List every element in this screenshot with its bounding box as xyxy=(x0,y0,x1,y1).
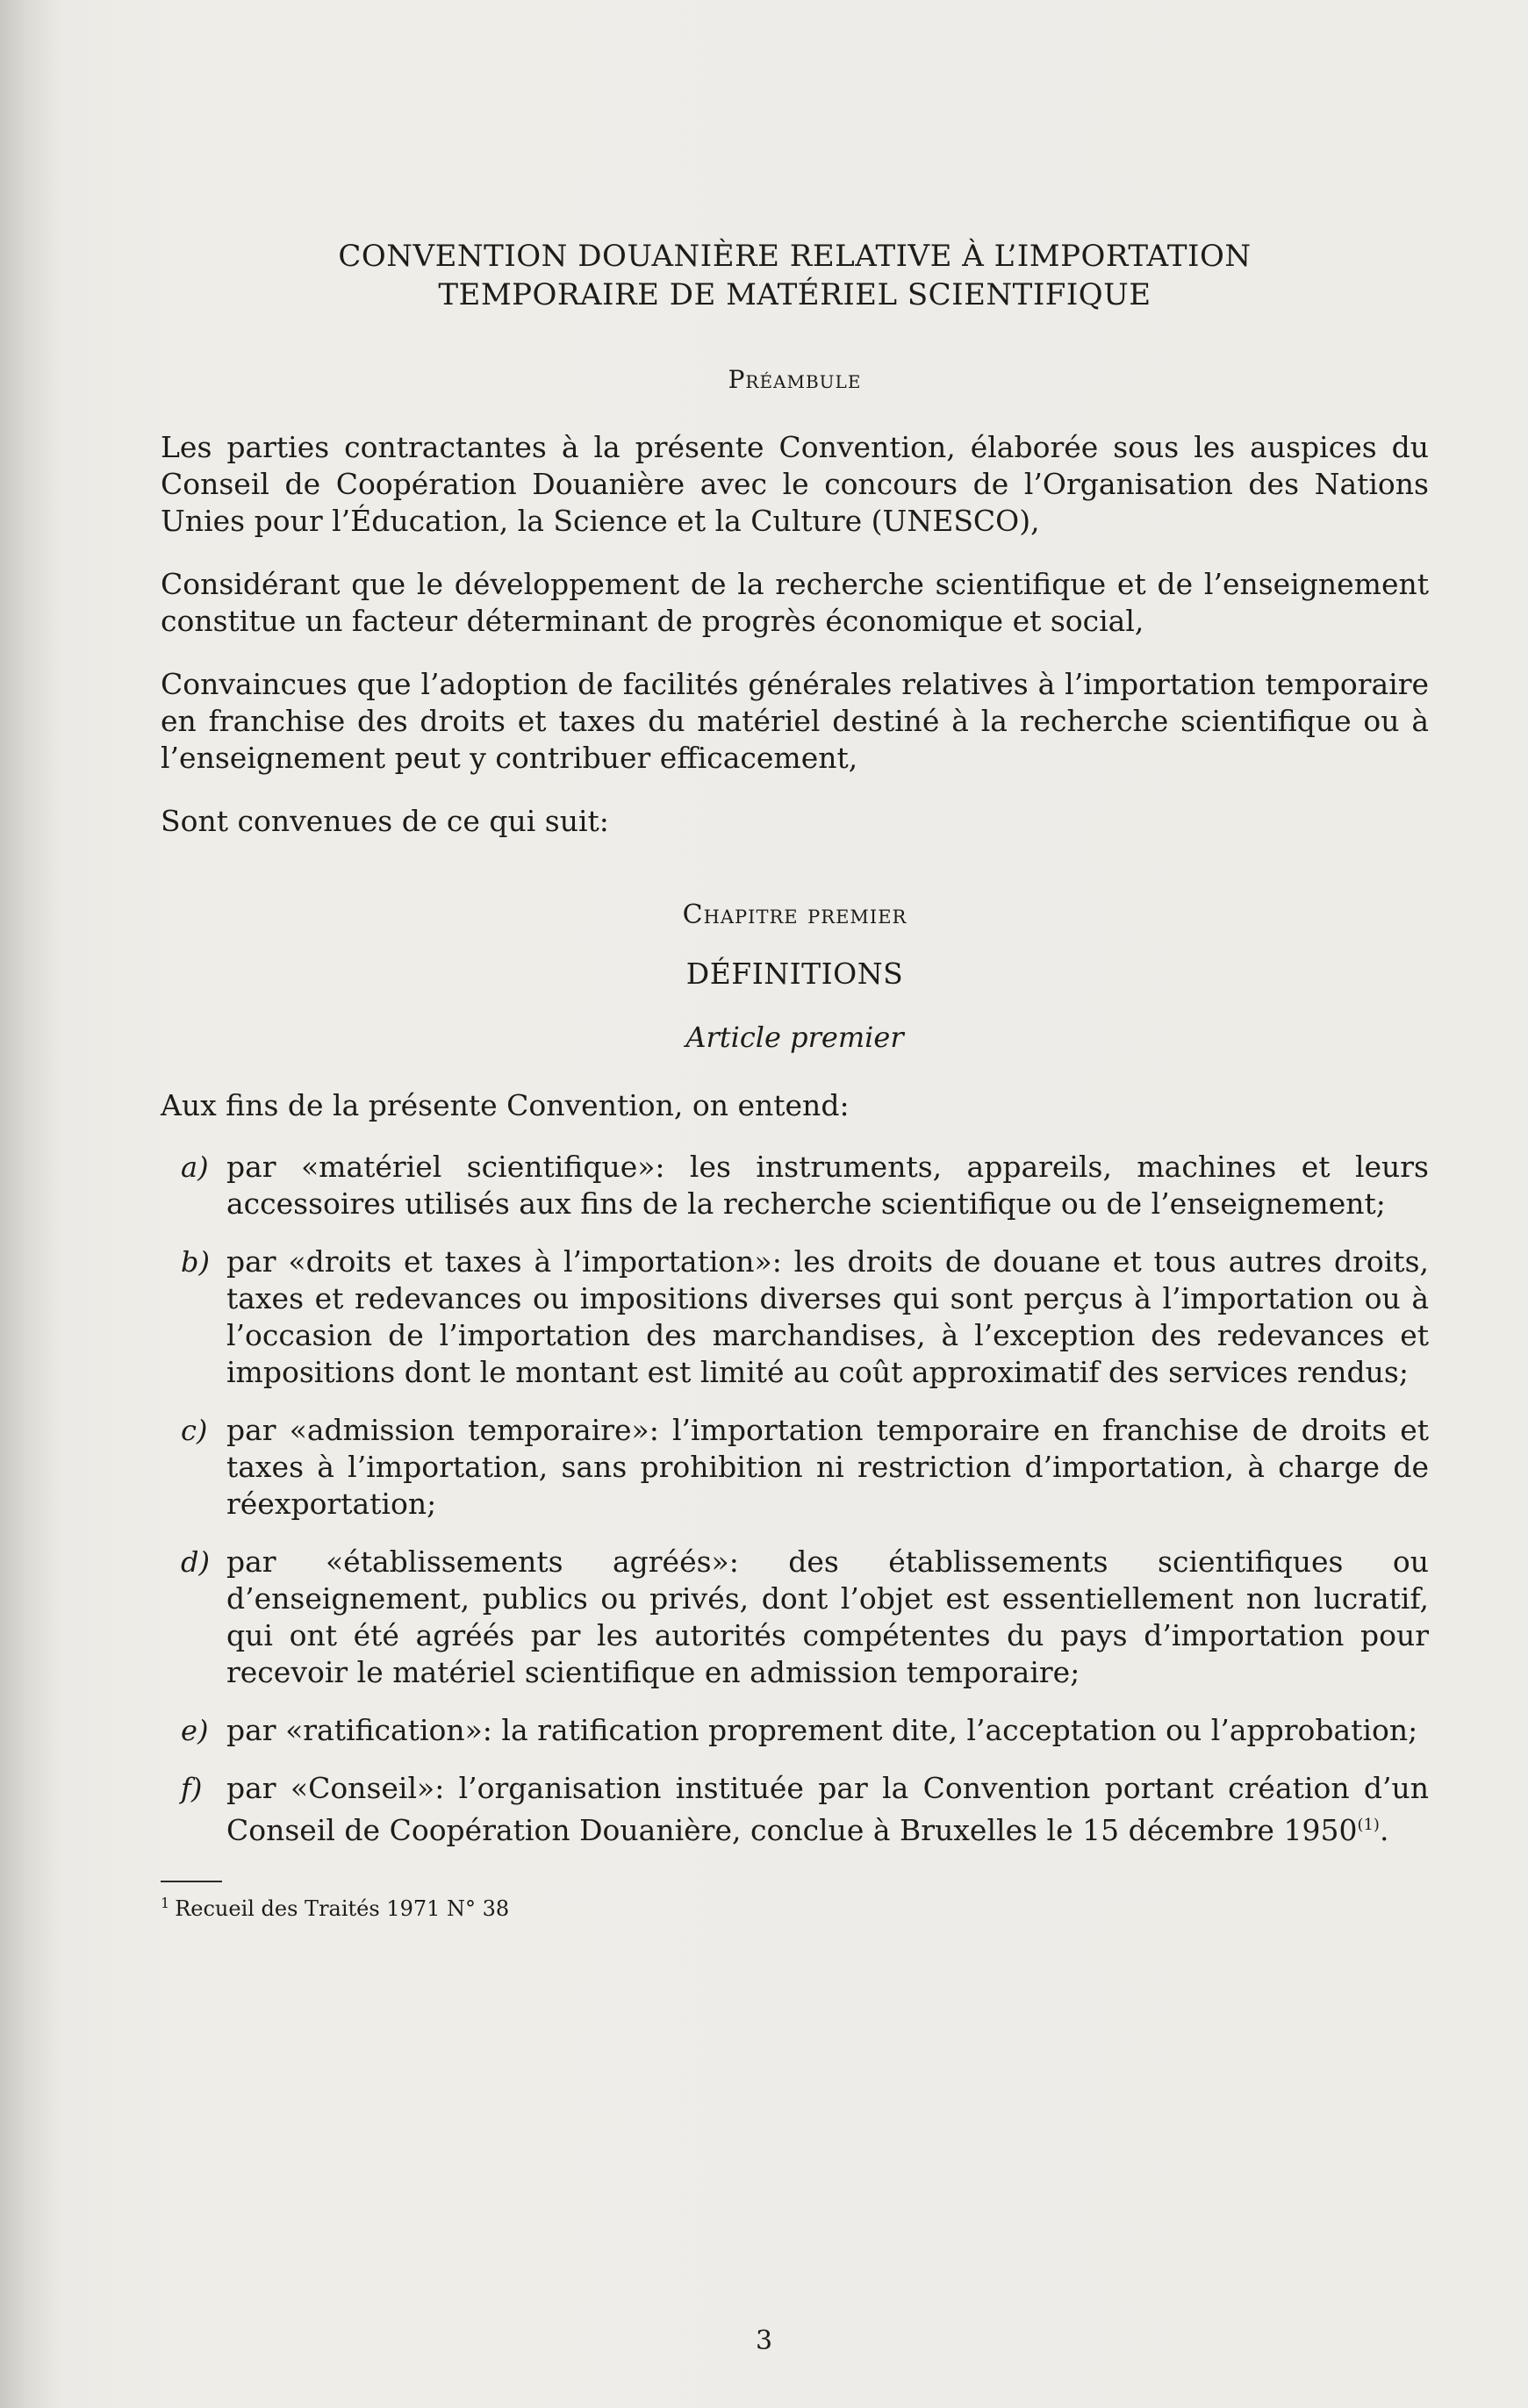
chapter-title: DÉFINITIONS xyxy=(685,957,904,991)
chapter-heading: Chapitre premier xyxy=(682,899,907,930)
definitions-list xyxy=(161,1149,1429,1849)
definitions-intro: Aux fins de la présente Convention, on entend: xyxy=(161,1088,850,1122)
definition-text: par «admission temporaire»: l’importation temporaire en franchise de droits et taxes à l’importation, sans prohibition ni restriction d’importation, à charge de réexportation; xyxy=(226,1413,1429,1521)
footnote-mark: 1 xyxy=(161,1895,170,1911)
document-body xyxy=(161,237,1429,1942)
definition-letter: c) xyxy=(181,1414,208,1447)
document-title-line-1: CONVENTION DOUANIÈRE RELATIVE À L’IMPORTATION xyxy=(338,239,1252,274)
preamble-paragraph-4: Sont convenues de ce qui suit: xyxy=(161,804,609,838)
preamble-paragraph-3: Convaincues que l’adoption de facilités générales relatives à l’importation temporaire en franchise des droits et taxes du matériel destiné à la recherche scientifique ou à l’enseignement peut y contribuer efficacement, xyxy=(161,667,1429,775)
footnote-text: Recueil des Traités 1971 N° 38 xyxy=(175,1896,510,1921)
definition-text-body: par «Conseil»: l’organisation instituée par la Convention portant création d’un Conseil de Coopération Douanière, conclue à Bruxelles le 15 décembre 1950 xyxy=(226,1771,1429,1847)
footnote-divider xyxy=(161,1881,222,1882)
preamble-paragraph-1: Les parties contractantes à la présente Convention, élaborée sous les auspices du Conseil de Coopération Douanière avec le concours de l’Organisation des Nations Unies pour l’Éducation, la Science et la Culture (UNESCO), xyxy=(161,430,1429,538)
definition-text: par «établissements agréés»: des établissements scientifiques ou d’enseignement, publics ou privés, dont l’objet est essentiellement non lucratif, qui ont été agréés par les autorités compétentes du pays d’importation pour recevoir le matériel scientifique en admission temporaire; xyxy=(226,1544,1429,1689)
definition-letter: f) xyxy=(181,1772,203,1805)
preamble-heading: Préambule xyxy=(728,365,862,394)
footnote-reference: (1) xyxy=(1357,1816,1380,1834)
definition-item xyxy=(161,1243,1429,1391)
article-heading: Article premier xyxy=(685,1021,904,1054)
definition-item xyxy=(161,1544,1429,1691)
definition-item xyxy=(161,1712,1429,1749)
definition-text xyxy=(226,1770,1429,1849)
definition-item xyxy=(161,1149,1429,1222)
definition-letter: e) xyxy=(181,1714,209,1747)
definition-text-tail: . xyxy=(1379,1813,1389,1847)
page-number: 3 xyxy=(755,2326,773,2356)
definition-text: par «ratification»: la ratification proprement dite, l’acceptation ou l’approbation; xyxy=(226,1713,1418,1747)
definition-text: par «droits et taxes à l’importation»: les droits de douane et tous autres droits, taxes et redevances ou impositions diverses qui sont perçus à l’importation ou à l’occasion de l’importation des marchandises, à l’exception des redevances et impositions dont le montant est limité au coût approximatif des services rendus; xyxy=(226,1244,1429,1389)
document-title-line-2: TEMPORAIRE DE MATÉRIEL SCIENTIFIQUE xyxy=(438,277,1151,312)
definition-letter: b) xyxy=(181,1245,210,1279)
definition-text: par «matériel scientifique»: les instruments, appareils, machines et leurs accessoires utilisés aux fins de la recherche scientifique ou de l’enseignement; xyxy=(226,1150,1429,1221)
footnote xyxy=(161,1895,1429,1921)
definition-letter: a) xyxy=(181,1150,209,1184)
definition-item xyxy=(161,1770,1429,1849)
definition-item xyxy=(161,1412,1429,1523)
preamble-paragraph-2: Considérant que le développement de la recherche scientifique et de l’enseignement constitue un facteur déterminant de progrès économique et social, xyxy=(161,567,1429,638)
definition-letter: d) xyxy=(181,1545,210,1579)
